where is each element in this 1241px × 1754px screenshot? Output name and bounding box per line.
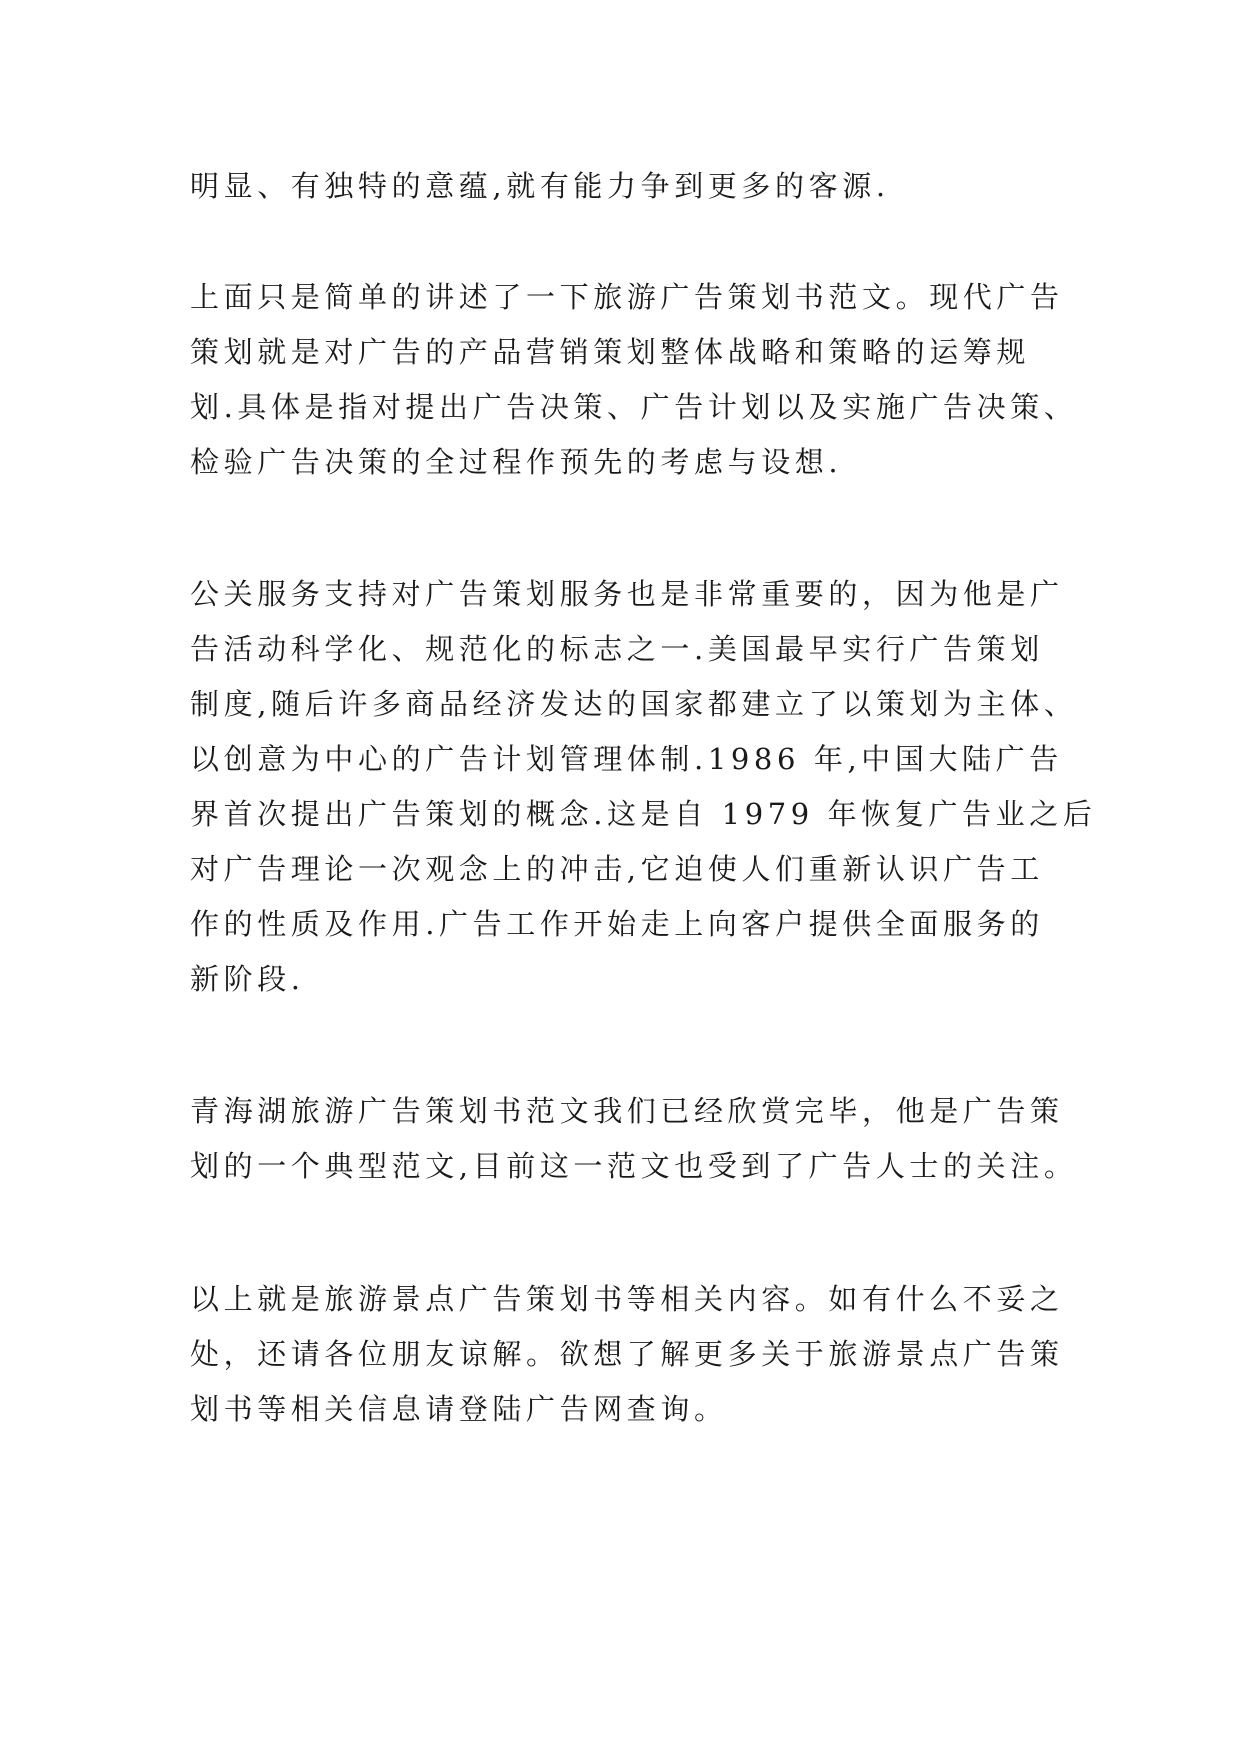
text-line: 上面只是简单的讲述了一下旅游广告策划书范文。现代广告 bbox=[190, 280, 1064, 314]
paragraph-5 bbox=[190, 1272, 1064, 1437]
text-line: 青海湖旅游广告策划书范文我们已经欣赏完毕，他是广告策 bbox=[190, 1094, 1064, 1128]
text-line: 新阶段. bbox=[190, 962, 305, 996]
text-line: 以创意为中心的广告计划管理体制.1986 年,中国大陆广告 bbox=[190, 742, 1063, 776]
text-line: 公关服务支持对广告策划服务也是非常重要的，因为他是广 bbox=[190, 577, 1064, 611]
paragraph-4 bbox=[190, 1084, 1078, 1194]
text-line: 策划就是对广告的产品营销策划整体战略和策略的运筹规 bbox=[190, 335, 1031, 369]
text-line: 划.具体是指对提出广告决策、广告计划以及实施广告决策、 bbox=[190, 390, 1078, 424]
paragraph-3 bbox=[190, 567, 1097, 1007]
paragraph-1 bbox=[190, 159, 1060, 214]
text-line: 划书等相关信息请登陆广告网查询。 bbox=[190, 1392, 728, 1426]
text-line: 明显、有独特的意蕴,就有能力争到更多的客源. bbox=[190, 169, 890, 203]
text-line: 告活动科学化、规范化的标志之一.美国最早实行广告策划 bbox=[190, 632, 1044, 666]
text-line: 制度,随后许多商品经济发达的国家都建立了以策划为主体、 bbox=[190, 687, 1078, 721]
text-line: 检验广告决策的全过程作预先的考虑与设想. bbox=[190, 445, 843, 479]
paragraph-2 bbox=[190, 270, 1078, 490]
text-line: 以上就是旅游景点广告策划书等相关内容。如有什么不妥之 bbox=[190, 1282, 1064, 1316]
text-line: 对广告理论一次观念上的冲击,它迫使人们重新认识广告工 bbox=[190, 852, 1044, 886]
text-line: 处，还请各位朋友谅解。欲想了解更多关于旅游景点广告策 bbox=[190, 1337, 1064, 1371]
text-line: 作的性质及作用.广告工作开始走上向客户提供全面服务的 bbox=[190, 907, 1044, 941]
text-line: 划的一个典型范文,目前这一范文也受到了广告人士的关注。 bbox=[190, 1149, 1078, 1183]
text-line: 界首次提出广告策划的概念.这是自 1979 年恢复广告业之后 bbox=[190, 797, 1097, 831]
